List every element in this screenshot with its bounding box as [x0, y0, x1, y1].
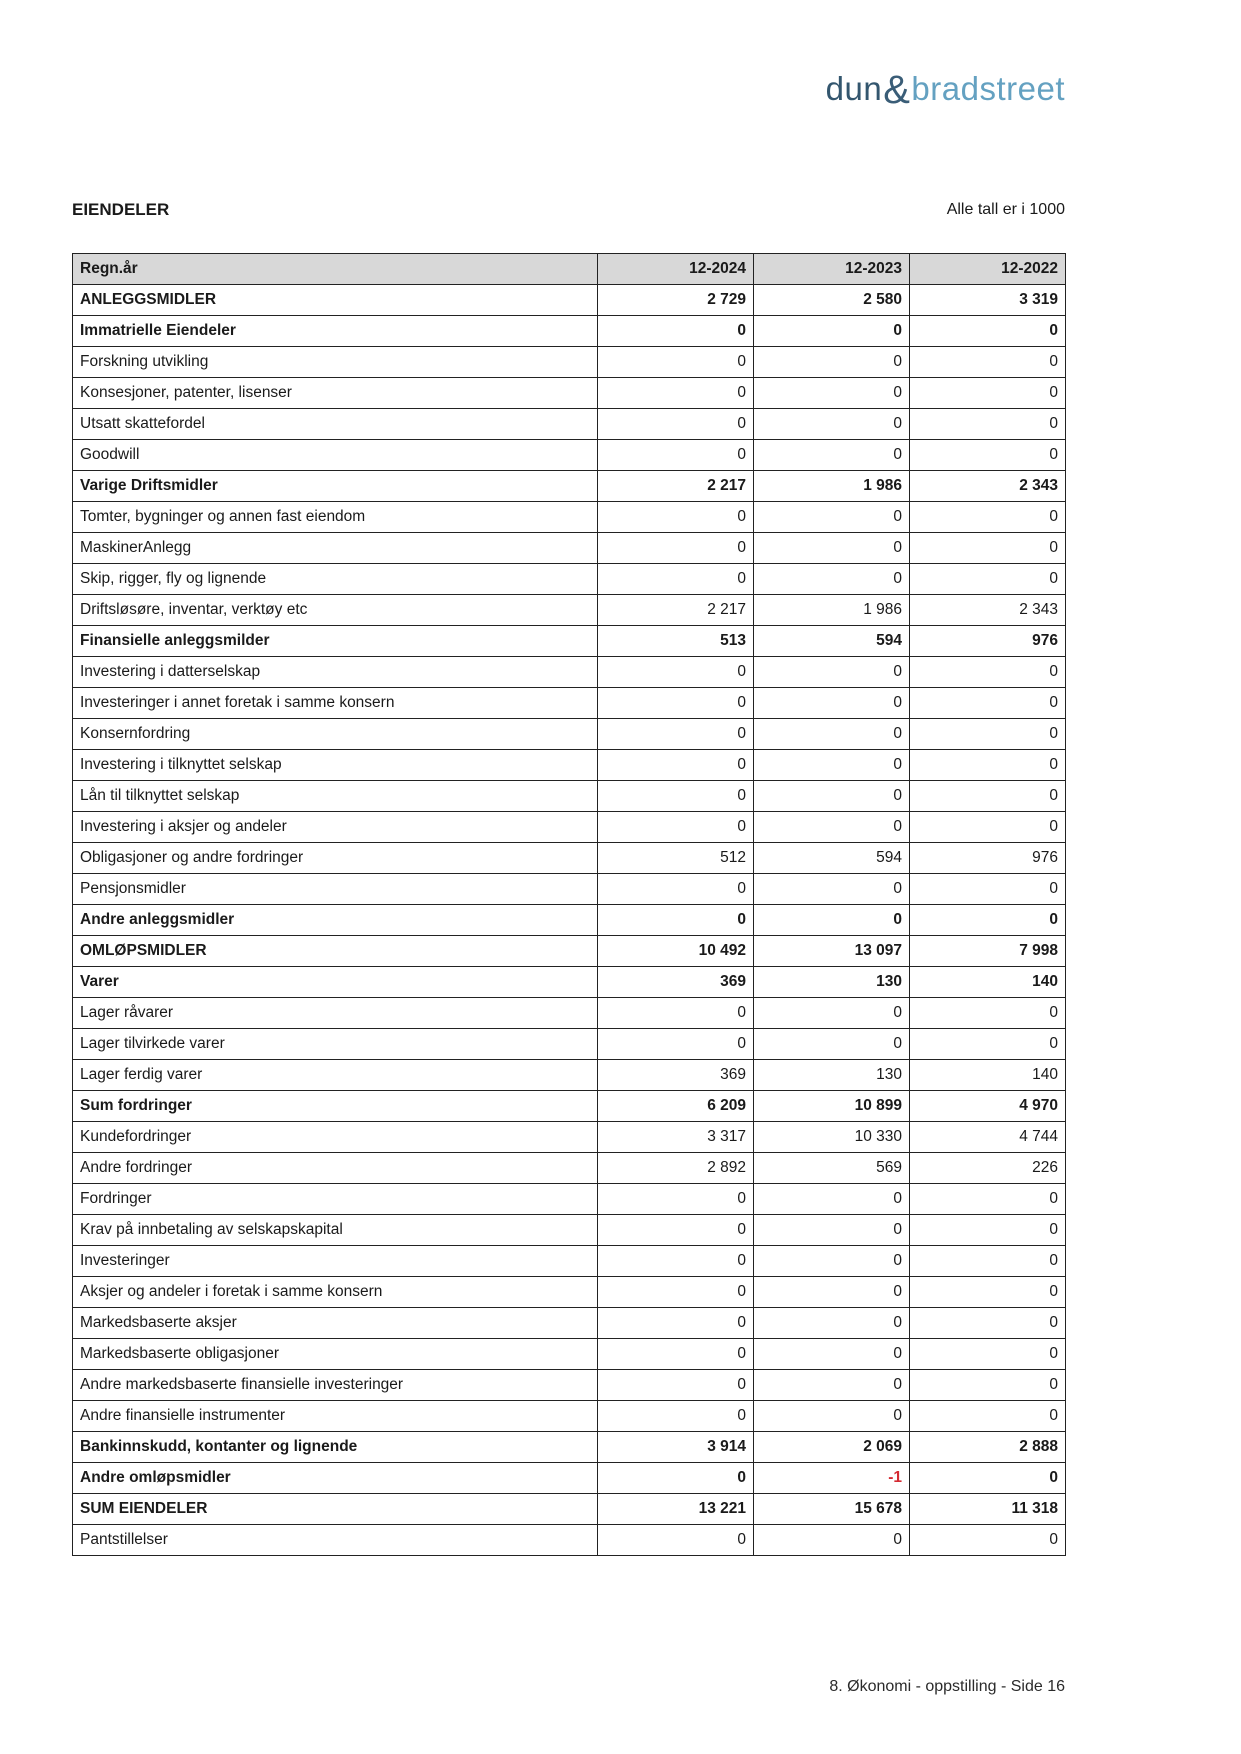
table-row: [73, 936, 1066, 967]
row-value: 0: [754, 812, 910, 843]
row-value: 0: [598, 1184, 754, 1215]
row-value: 0: [598, 316, 754, 347]
table-row: [73, 626, 1066, 657]
row-value: 3 317: [598, 1122, 754, 1153]
page-footer: 8. Økonomi - oppstilling - Side 16: [829, 1678, 1065, 1695]
row-value: 0: [754, 1215, 910, 1246]
row-label: Investering i aksjer og andeler: [73, 812, 598, 843]
row-value: 0: [598, 1463, 754, 1494]
row-value: 0: [910, 874, 1066, 905]
row-value: 0: [754, 1029, 910, 1060]
row-value: 11 318: [910, 1494, 1066, 1525]
table-row: [73, 1122, 1066, 1153]
table-row: [73, 1153, 1066, 1184]
table-row: [73, 1060, 1066, 1091]
row-value: 0: [598, 1525, 754, 1556]
row-value: 1 986: [754, 471, 910, 502]
row-value: 0: [598, 1215, 754, 1246]
table-row: [73, 502, 1066, 533]
table-row: [73, 1370, 1066, 1401]
row-value: 369: [598, 967, 754, 998]
row-value: 0: [754, 1277, 910, 1308]
row-value: 130: [754, 967, 910, 998]
row-value: 512: [598, 843, 754, 874]
row-label: Pantstillelser: [73, 1525, 598, 1556]
row-value: 0: [598, 750, 754, 781]
row-label: Konsesjoner, patenter, lisenser: [73, 378, 598, 409]
row-value: 0: [910, 1215, 1066, 1246]
row-value: 0: [754, 781, 910, 812]
row-value: 226: [910, 1153, 1066, 1184]
table-row: [73, 285, 1066, 316]
row-value: 0: [910, 781, 1066, 812]
row-value: 0: [754, 750, 910, 781]
row-value: 0: [598, 719, 754, 750]
row-value: 0: [598, 564, 754, 595]
row-value: 10 492: [598, 936, 754, 967]
row-value: 0: [754, 874, 910, 905]
row-value: 0: [754, 440, 910, 471]
row-value: 2 888: [910, 1432, 1066, 1463]
row-label: Tomter, bygninger og annen fast eiendom: [73, 502, 598, 533]
row-value: 0: [598, 1246, 754, 1277]
row-label: Sum fordringer: [73, 1091, 598, 1122]
row-value: 0: [910, 1277, 1066, 1308]
table-row: [73, 595, 1066, 626]
table-row: [73, 781, 1066, 812]
row-value: 0: [598, 1339, 754, 1370]
row-label: Andre finansielle instrumenter: [73, 1401, 598, 1432]
row-value: 140: [910, 967, 1066, 998]
row-label: Finansielle anleggsmilder: [73, 626, 598, 657]
row-label: Varige Driftsmidler: [73, 471, 598, 502]
row-label: Andre anleggsmidler: [73, 905, 598, 936]
row-value: 0: [598, 440, 754, 471]
row-value: 2 217: [598, 471, 754, 502]
row-value: 0: [754, 1246, 910, 1277]
row-value: 0: [910, 1370, 1066, 1401]
row-value: 0: [598, 998, 754, 1029]
row-label: Investering i tilknyttet selskap: [73, 750, 598, 781]
row-value: 0: [598, 409, 754, 440]
table-row: [73, 347, 1066, 378]
row-value: 0: [910, 1463, 1066, 1494]
row-value: 0: [910, 688, 1066, 719]
row-value: 0: [910, 533, 1066, 564]
row-label: Markedsbaserte aksjer: [73, 1308, 598, 1339]
row-label: Krav på innbetaling av selskapskapital: [73, 1215, 598, 1246]
row-label: Andre omløpsmidler: [73, 1463, 598, 1494]
table-row: [73, 409, 1066, 440]
row-value: 2 580: [754, 285, 910, 316]
column-header-12-2022: 12-2022: [910, 254, 1066, 285]
row-value: 2 069: [754, 1432, 910, 1463]
row-value: 0: [754, 1401, 910, 1432]
row-label: Obligasjoner og andre fordringer: [73, 843, 598, 874]
row-value: 0: [598, 874, 754, 905]
row-value: 0: [754, 347, 910, 378]
row-value: 513: [598, 626, 754, 657]
row-value: 7 998: [910, 936, 1066, 967]
row-label: Andre fordringer: [73, 1153, 598, 1184]
row-label: Bankinnskudd, kontanter og lignende: [73, 1432, 598, 1463]
row-label: Lån til tilknyttet selskap: [73, 781, 598, 812]
row-value: 3 319: [910, 285, 1066, 316]
row-value: 0: [598, 688, 754, 719]
row-value: 1 986: [754, 595, 910, 626]
row-label: Andre markedsbaserte finansielle investeringer: [73, 1370, 598, 1401]
row-value: 0: [598, 905, 754, 936]
row-value: 4 744: [910, 1122, 1066, 1153]
row-label: Kundefordringer: [73, 1122, 598, 1153]
units-note: Alle tall er i 1000: [946, 201, 1065, 218]
table-row: [73, 1184, 1066, 1215]
table-row: [73, 1215, 1066, 1246]
row-value: 0: [598, 812, 754, 843]
row-label: Immatrielle Eiendeler: [73, 316, 598, 347]
row-label: Varer: [73, 967, 598, 998]
row-value: 0: [910, 347, 1066, 378]
row-label: Fordringer: [73, 1184, 598, 1215]
row-label: Investeringer i annet foretak i samme konsern: [73, 688, 598, 719]
table-row: [73, 471, 1066, 502]
row-value: 0: [910, 1184, 1066, 1215]
row-value: 0: [598, 1277, 754, 1308]
row-value: 0: [598, 378, 754, 409]
row-value: 569: [754, 1153, 910, 1184]
row-label: SUM EIENDELER: [73, 1494, 598, 1525]
row-label: Goodwill: [73, 440, 598, 471]
row-value: 0: [754, 905, 910, 936]
row-value: 3 914: [598, 1432, 754, 1463]
row-value: 0: [598, 657, 754, 688]
row-value: 0: [910, 1246, 1066, 1277]
row-label: Lager ferdig varer: [73, 1060, 598, 1091]
table-row: [73, 688, 1066, 719]
row-value: 0: [754, 533, 910, 564]
row-value: 369: [598, 1060, 754, 1091]
row-value: 0: [910, 378, 1066, 409]
row-value: 976: [910, 843, 1066, 874]
row-value: 0: [598, 1370, 754, 1401]
row-value: 2 729: [598, 285, 754, 316]
dun-bradstreet-logo: [826, 70, 1065, 110]
row-value: 0: [910, 750, 1066, 781]
row-label: Aksjer og andeler i foretak i samme konsern: [73, 1277, 598, 1308]
row-label: ANLEGGSMIDLER: [73, 285, 598, 316]
table-row: [73, 657, 1066, 688]
table-row: [73, 1432, 1066, 1463]
table-row: [73, 1401, 1066, 1432]
logo-ampersand-icon: &: [883, 68, 911, 112]
table-row: [73, 533, 1066, 564]
row-value: 0: [910, 502, 1066, 533]
row-value: 0: [910, 1339, 1066, 1370]
row-value: 4 970: [910, 1091, 1066, 1122]
row-label: Forskning utvikling: [73, 347, 598, 378]
row-value: 594: [754, 626, 910, 657]
row-value: 0: [598, 781, 754, 812]
row-value: 140: [910, 1060, 1066, 1091]
row-label: OMLØPSMIDLER: [73, 936, 598, 967]
row-value: 594: [754, 843, 910, 874]
row-value: 0: [754, 1339, 910, 1370]
table-row: [73, 378, 1066, 409]
row-value: 0: [754, 1308, 910, 1339]
row-value: 0: [754, 316, 910, 347]
row-label: Investeringer: [73, 1246, 598, 1277]
row-value: 0: [754, 688, 910, 719]
row-value: 0: [910, 1401, 1066, 1432]
row-value: 0: [598, 347, 754, 378]
row-value: 0: [754, 502, 910, 533]
balance-sheet-table: [72, 253, 1066, 1556]
table-row: [73, 1339, 1066, 1370]
table-row: [73, 1277, 1066, 1308]
table-row: [73, 998, 1066, 1029]
column-header-regnar: Regn.år: [73, 254, 598, 285]
row-value: 0: [910, 812, 1066, 843]
row-value: 0: [910, 719, 1066, 750]
row-value: 0: [754, 564, 910, 595]
row-value: 130: [754, 1060, 910, 1091]
row-value: 0: [910, 657, 1066, 688]
row-value: 0: [910, 564, 1066, 595]
row-value: 15 678: [754, 1494, 910, 1525]
row-value: 976: [910, 626, 1066, 657]
logo-text-bradstreet: bradstreet: [911, 70, 1065, 107]
column-header-12-2023: 12-2023: [754, 254, 910, 285]
row-value: 10 330: [754, 1122, 910, 1153]
row-value: 0: [910, 1525, 1066, 1556]
table-row: [73, 1525, 1066, 1556]
row-value: 0: [754, 719, 910, 750]
row-label: Markedsbaserte obligasjoner: [73, 1339, 598, 1370]
row-label: Skip, rigger, fly og lignende: [73, 564, 598, 595]
row-label: Konsernfordring: [73, 719, 598, 750]
row-value: 10 899: [754, 1091, 910, 1122]
row-value: 0: [754, 998, 910, 1029]
table-row: [73, 1308, 1066, 1339]
table-header-row: [73, 254, 1066, 285]
row-label: Pensjonsmidler: [73, 874, 598, 905]
row-label: MaskinerAnlegg: [73, 533, 598, 564]
row-value: 0: [754, 378, 910, 409]
row-label: Driftsløsøre, inventar, verktøy etc: [73, 595, 598, 626]
row-value: 0: [910, 409, 1066, 440]
table-row: [73, 967, 1066, 998]
row-value: 6 209: [598, 1091, 754, 1122]
row-value: 2 343: [910, 595, 1066, 626]
row-label: Investering i datterselskap: [73, 657, 598, 688]
row-value: 0: [598, 533, 754, 564]
table-row: [73, 564, 1066, 595]
row-value: 0: [598, 502, 754, 533]
row-value: 0: [910, 440, 1066, 471]
row-value: 0: [910, 905, 1066, 936]
table-row: [73, 1246, 1066, 1277]
row-label: Utsatt skattefordel: [73, 409, 598, 440]
table-row: [73, 316, 1066, 347]
logo-text-dun: dun: [825, 70, 883, 107]
table-row: [73, 1494, 1066, 1525]
table-row: [73, 1029, 1066, 1060]
row-value: 0: [754, 1370, 910, 1401]
row-value: 0: [598, 1308, 754, 1339]
table-row: [73, 874, 1066, 905]
table-row: [73, 440, 1066, 471]
table-row: [73, 719, 1066, 750]
table-row: [73, 1463, 1066, 1494]
row-value: 0: [910, 1029, 1066, 1060]
row-value: 13 097: [754, 936, 910, 967]
column-header-12-2024: 12-2024: [598, 254, 754, 285]
row-value: 0: [598, 1401, 754, 1432]
table-row: [73, 1091, 1066, 1122]
row-value: 0: [598, 1029, 754, 1060]
table-row: [73, 812, 1066, 843]
table-row: [73, 905, 1066, 936]
row-value: 13 221: [598, 1494, 754, 1525]
page-title: EIENDELER: [72, 200, 170, 219]
row-value: 0: [754, 657, 910, 688]
row-value: 0: [754, 1184, 910, 1215]
row-value: 2 217: [598, 595, 754, 626]
row-value: 0: [754, 409, 910, 440]
row-label: Lager tilvirkede varer: [73, 1029, 598, 1060]
table-row: [73, 843, 1066, 874]
row-value: -1: [754, 1463, 910, 1494]
table-row: [73, 750, 1066, 781]
row-value: 0: [754, 1525, 910, 1556]
row-label: Lager råvarer: [73, 998, 598, 1029]
row-value: 2 892: [598, 1153, 754, 1184]
table-body: [73, 285, 1066, 1556]
row-value: 2 343: [910, 471, 1066, 502]
row-value: 0: [910, 316, 1066, 347]
row-value: 0: [910, 998, 1066, 1029]
row-value: 0: [910, 1308, 1066, 1339]
